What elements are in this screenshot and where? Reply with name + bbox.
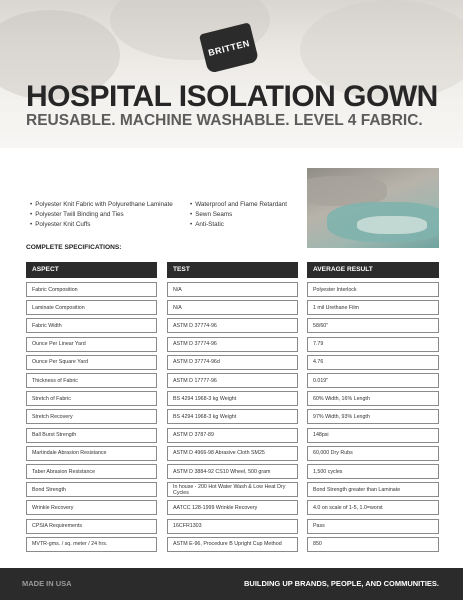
spec-aspect-cell: Stretch of Fabric [26,391,157,406]
spec-test-cell: ASTM D 37774-96 [167,337,298,352]
spec-test-cell: ASTM D 37774-96d [167,355,298,370]
spec-test-cell: BS 4294 1968-3 kg Weight [167,409,298,424]
spec-result-cell: Polyester Interlock [307,282,439,297]
spec-aspect-cell: Taber Abrasion Resistance [26,464,157,479]
spec-result-cell: 850 [307,537,439,552]
spec-result-cell: Pass [307,519,439,534]
feature-list-right [190,201,287,232]
spec-aspect-cell: Thickness of Fabric [26,373,157,388]
spec-test-cell: ASTM D 3884-92 CS10 Wheel, 500 gram [167,464,298,479]
spec-test-cell: N/A [167,300,298,315]
spec-result-cell: 60,000 Dry Rubs [307,446,439,461]
gown-photo [307,168,439,248]
spec-aspect-cell: MVTR-gms. / sq. meter / 24 hrs. [26,537,157,552]
spec-result-cell: 97% Width, 93% Length [307,409,439,424]
spec-aspect-cell: Bond Strength [26,482,157,497]
feature-item: • Polyester Knit Fabric with Polyurethane Laminate [30,201,173,208]
spec-result-cell: 1 mil Urethane Film [307,300,439,315]
column-header-test: TEST [167,262,298,278]
spec-result-cell: Bond Strength greater than Laminate [307,482,439,497]
spec-test-cell: 16CFR1303 [167,519,298,534]
feature-item: • Waterproof and Flame Retardant [190,201,287,208]
feature-item: • Sewn Seams [190,211,287,218]
feature-list-left [30,201,173,232]
spec-result-cell: 7.79 [307,337,439,352]
spec-result-cell: 58/60" [307,318,439,333]
spec-test-cell: ASTM D 17777-96 [167,373,298,388]
spec-aspect-cell: Laminate Composition [26,300,157,315]
spec-aspect-cell: Wrinkle Recovery [26,500,157,515]
spec-result-cell: 148psi [307,428,439,443]
page-title: HOSPITAL ISOLATION GOWN [26,80,438,113]
page-subtitle: REUSABLE. MACHINE WASHABLE. LEVEL 4 FABRIC. [26,112,423,129]
feature-item: • Anti-Static [190,221,287,228]
column-header-aspect: ASPECT [26,262,157,278]
spec-test-cell: In house - 200 Hot Water Wash & Low Heat Dry Cycles [167,482,298,497]
spec-aspect-cell: Stretch Recovery [26,409,157,424]
spec-aspect-cell: Ball Burst Strength [26,428,157,443]
spec-test-cell: N/A [167,282,298,297]
spec-aspect-cell: Fabric Composition [26,282,157,297]
spec-result-cell: 4.0 on scale of 1-5, 1.0=worst [307,500,439,515]
spec-test-cell: BS 4294 1968-3 kg Weight [167,391,298,406]
footer-made-in-usa: MADE IN USA [22,579,72,588]
logo-text: BRITTEN [207,38,251,58]
feature-item: • Polyester Knit Cuffs [30,221,173,228]
footer-tagline: BUILDING UP BRANDS, PEOPLE, AND COMMUNITIES. [243,579,439,588]
spec-aspect-cell: Ounce Per Linear Yard [26,337,157,352]
feature-item: • Polyester Twill Binding and Ties [30,211,173,218]
footer-bar [0,568,463,600]
specifications-heading: COMPLETE SPECIFICATIONS: [26,244,122,251]
spec-aspect-cell: CPSIA Requirements [26,519,157,534]
spec-result-cell: 0.019" [307,373,439,388]
spec-test-cell: ASTM D 37774-96 [167,318,298,333]
spec-aspect-cell: Martindale Abrasion Resistance [26,446,157,461]
spec-result-cell: 60% Width, 16% Length [307,391,439,406]
spec-result-cell: 1,500 cycles [307,464,439,479]
photo-shape [357,216,427,234]
spec-aspect-cell: Fabric Width [26,318,157,333]
spec-result-cell: 4.76 [307,355,439,370]
spec-test-cell: ASTM D 3787-89 [167,428,298,443]
column-header-average-result: AVERAGE RESULT [307,262,439,278]
spec-test-cell: ASTM D 4966-98 Abrasive Cloth SM25 [167,446,298,461]
spec-test-cell: AATCC 128-1999 Wrinkle Recovery [167,500,298,515]
spec-aspect-cell: Ounce Per Square Yard [26,355,157,370]
hero-banner [0,0,463,148]
spec-test-cell: ASTM E-96, Procedure B Upright Cup Method [167,537,298,552]
